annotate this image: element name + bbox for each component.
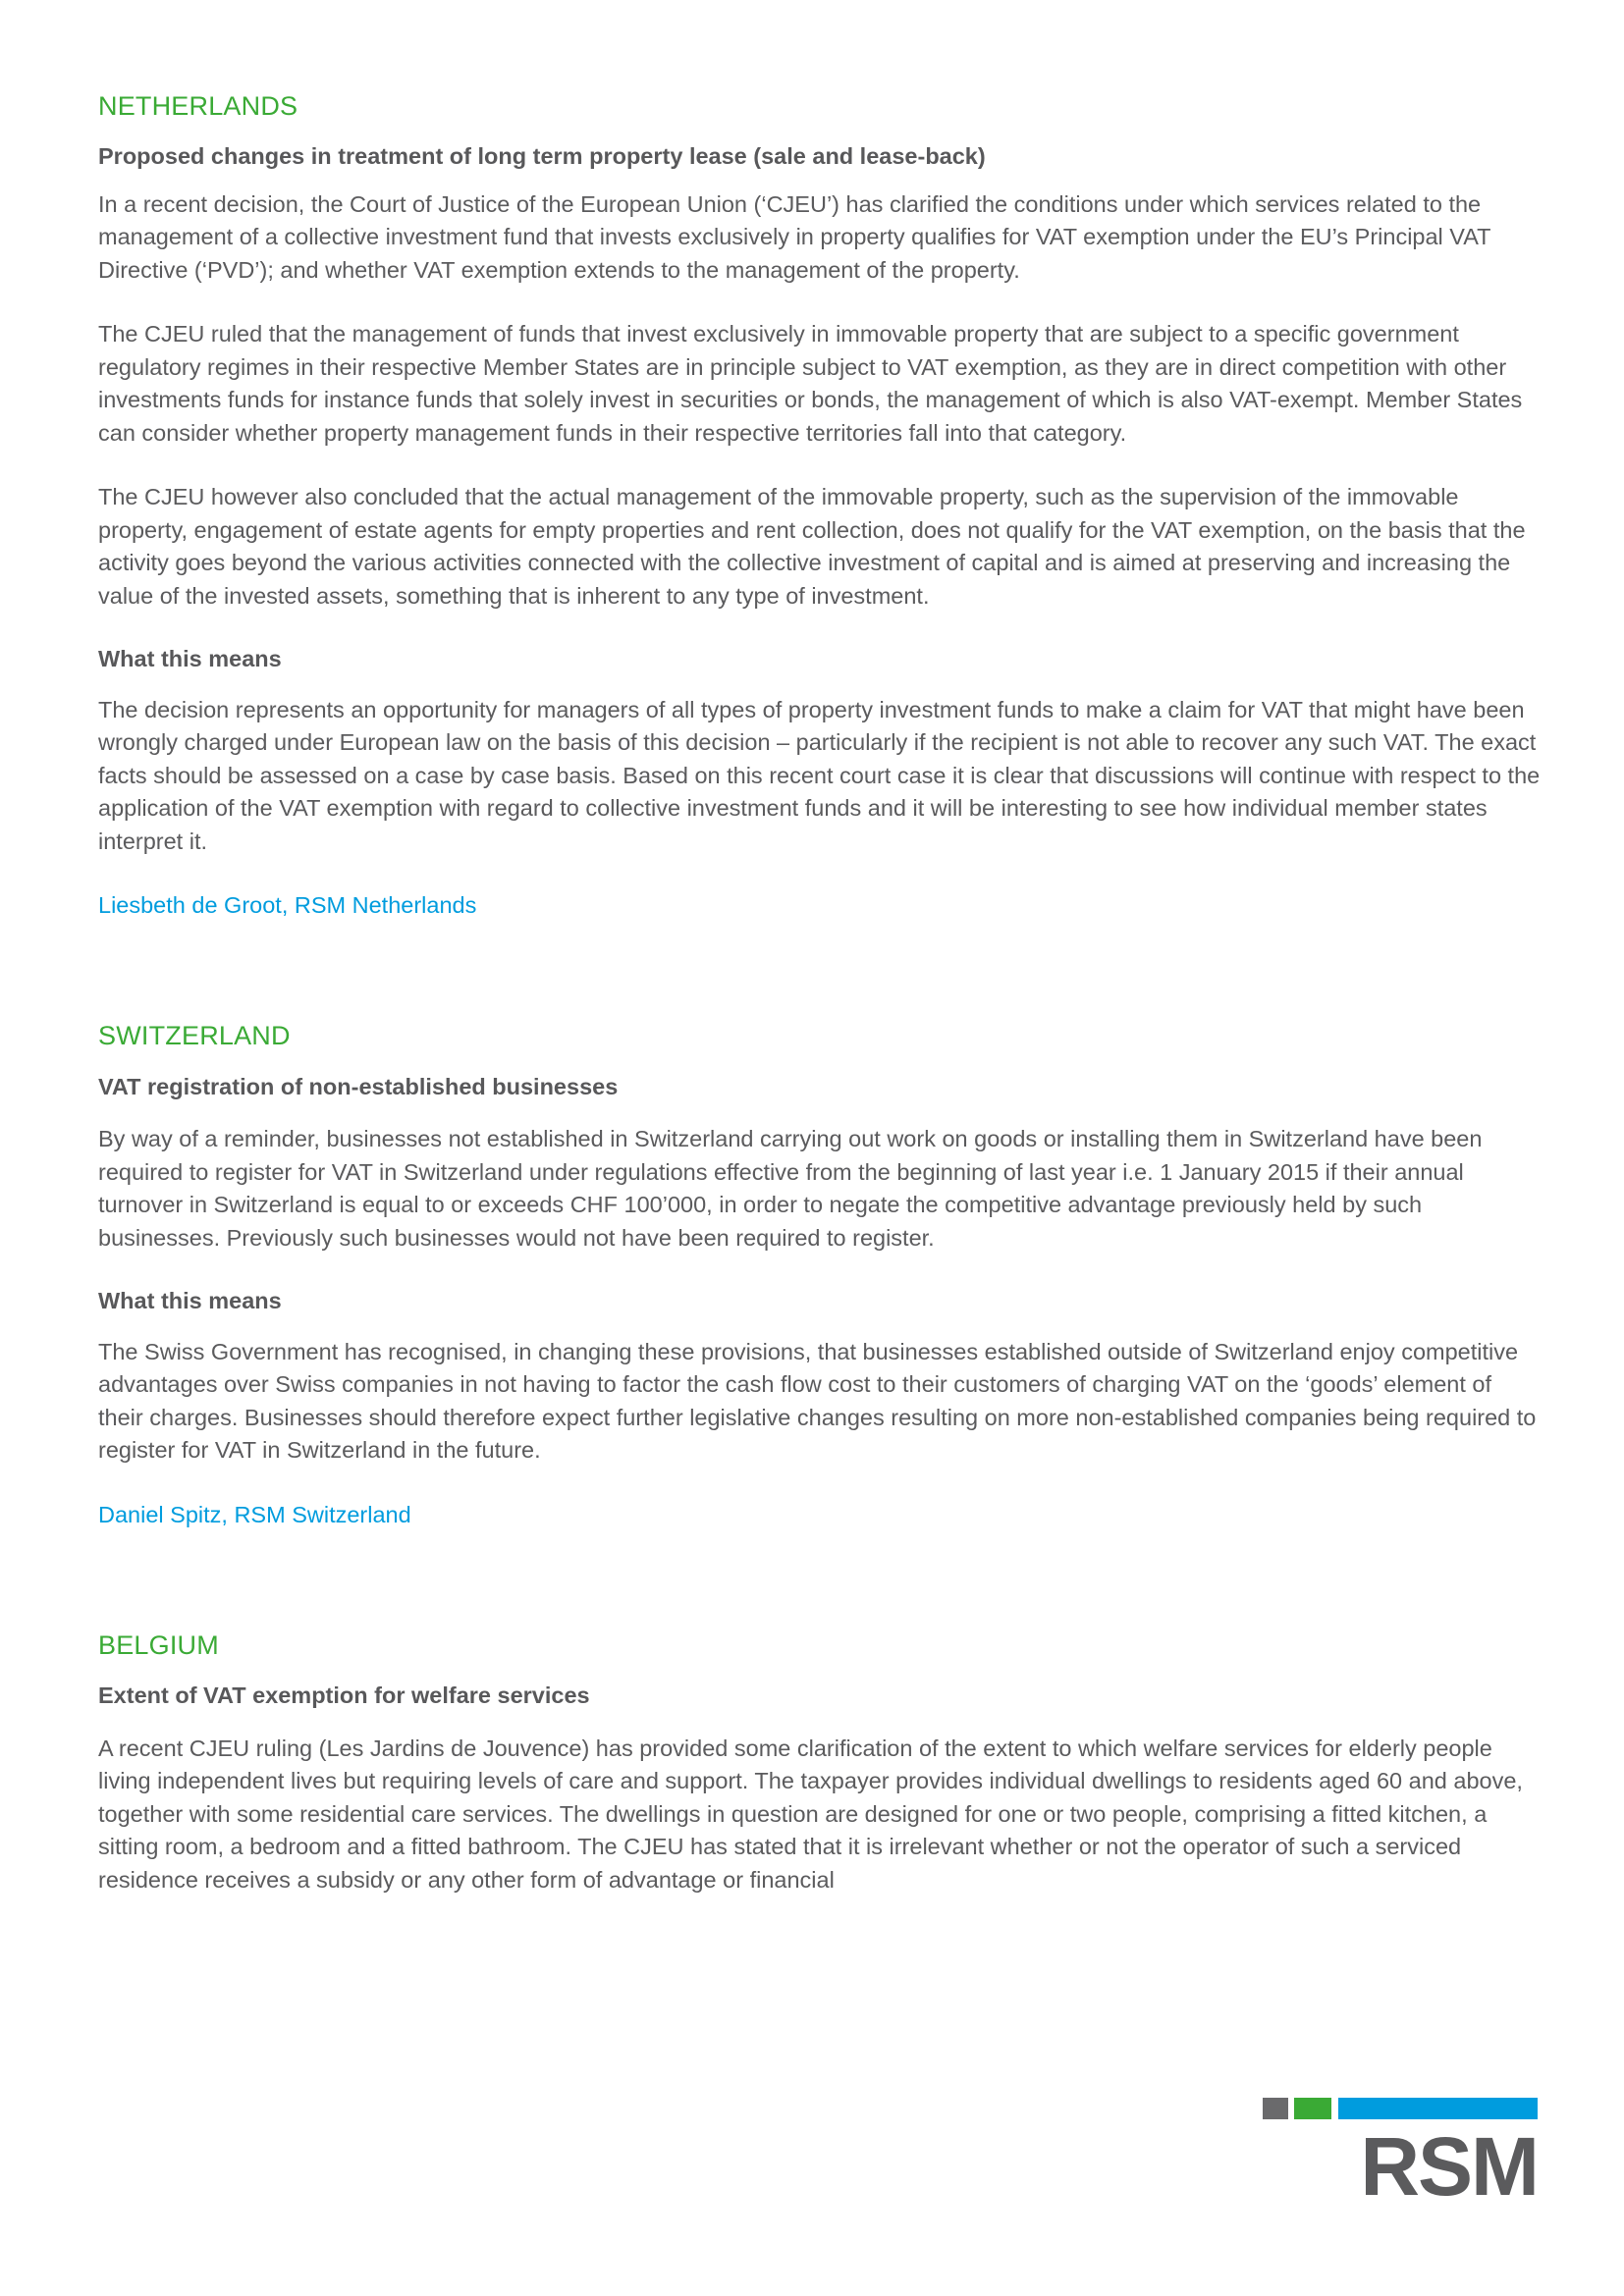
section-switzerland (98, 1020, 1542, 1530)
paragraph: By way of a reminder, businesses not established in Switzerland carrying out work on goods or installing them in Switzerland have been required to register for VAT in Switzerland under regulations effective from the beginning of last year i.e. 1 January 2015 if their annual turnover in Switzerland is equal to or exceeds CHF 100’000, in order to negate the competitive advantage previously held by such businesses. Previously such businesses would not have been required to register. (98, 1126, 1483, 1251)
paragraph: A recent CJEU ruling (Les Jardins de Jouvence) has provided some clarification of the extent to which welfare services for elderly people living independent lives but requiring levels of care and support. The taxpayer provides individual dwellings to residents aged 60 and above, together with some residential care services. The dwellings in question are designed for one or two people, comprising a fitted kitchen, a sitting room, a bedroom and a fitted bathroom. The CJEU has stated that it is irrelevant whether or not the operator of such a serviced residence receives a subsidy or any other form of advantage or financial (98, 1735, 1523, 1893)
document-body (98, 90, 1542, 1928)
what-this-means-heading: What this means (98, 1288, 282, 1314)
author-credit: Liesbeth de Groot, RSM Netherlands (98, 892, 477, 919)
paragraph: The CJEU ruled that the management of funds that invest exclusively in immovable property that are subject to a specific government regulatory regimes in their respective Member States are in principle subject to VAT exemption, as they are in direct competition with other investments funds for instance funds that solely invest in securities or bonds, the management of which is also VAT-exempt. Member States can consider whether property management funds in their respective territories fall into that category. (98, 321, 1523, 446)
logo-blue-bar (1338, 2098, 1538, 2119)
logo-green-bar (1294, 2098, 1331, 2119)
paragraph: In a recent decision, the Court of Justice of the European Union (‘CJEU’) has clarified the conditions under which services related to the management of a collective investment fund that invests exclusively in property qualifies for VAT exemption under the EU’s Principal VAT Directive (‘PVD’); and whether VAT exemption extends to the management of the property. (98, 190, 1491, 283)
paragraph: The decision represents an opportunity for managers of all types of property investment funds to make a claim for VAT that might have been wrongly charged under European law on the basis of this decision – particularly if the recipient is not able to recover any such VAT. The exact facts should be assessed on a case by case basis. Based on this recent court case it is clear that discussions will continue with respect to the application of the VAT exemption with regard to collective investment funds and it will be interesting to see how individual member states interpret it. (98, 696, 1541, 854)
logo-wordmark: RSM (1360, 2120, 1538, 2213)
section-spacer (98, 922, 1542, 1020)
country-heading: BELGIUM (98, 1629, 219, 1660)
paragraph: The Swiss Government has recognised, in changing these provisions, that businesses established outside of Switzerland enjoy competitive advantages over Swiss companies in not having to factor the cash flow cost to their customers of charging VAT on the ‘goods’ element of their charges. Businesses should therefore expect further legislative changes resulting on more non-established companies being required to register for VAT in Switzerland in the future. (98, 1338, 1537, 1464)
logo-grey-bar (1263, 2098, 1288, 2119)
country-heading: SWITZERLAND (98, 1021, 291, 1051)
section-spacer (98, 1531, 1542, 1629)
section-belgium (98, 1629, 1542, 1896)
article-heading: Extent of VAT exemption for welfare services (98, 1682, 590, 1709)
paragraph: The CJEU however also concluded that the actual management of the immovable property, such as the supervision of the immovable property, engagement of estate agents for empty properties and rent collection, does not qualify for the VAT exemption, on the basis that the activity goes beyond the various activities connected with the collective investment of capital and is aimed at preserving and increasing the value of the invested assets, something that is inherent to any type of investment. (98, 484, 1526, 609)
article-heading: VAT registration of non-established businesses (98, 1073, 619, 1099)
country-heading: NETHERLANDS (98, 91, 298, 121)
section-netherlands (98, 90, 1542, 922)
what-this-means-heading: What this means (98, 646, 282, 672)
author-credit: Daniel Spitz, RSM Switzerland (98, 1501, 411, 1527)
article-heading: Proposed changes in treatment of long term property lease (sale and lease-back) (98, 143, 986, 170)
rsm-logo (1263, 2098, 1538, 2217)
